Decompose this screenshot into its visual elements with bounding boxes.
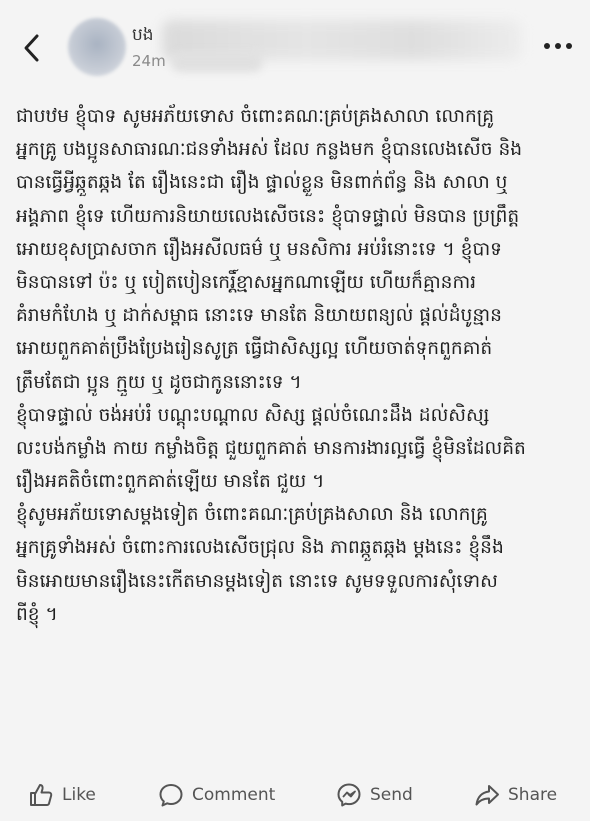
post-text-line: ពីខ្ញុំ ។: [16, 603, 58, 625]
post-text-line: អោយខុសប្រាសចាក រឿងអសីលធម៌ ឬ មនសិការ អប់រំនោះទេ ។ ខ្ញុំបាទ: [16, 238, 502, 260]
post-text-line: អង្គភាព ខ្ញុំទេ ហើយការនិយាយលេងសើចនេះ ខ្ញុំបាទផ្ទាល់ មិនបាន ប្រព្រឹត្ត: [16, 205, 520, 227]
comment-label: Comment: [192, 785, 276, 805]
post-text-line: ខ្ញុំសូមអភ័យទោសម្តងទៀត ចំពោះគណៈគ្រប់គ្រងសាលា និង លោកគ្រូ: [16, 504, 488, 526]
author-name[interactable]: បង: [132, 25, 154, 45]
post-text-line: លះបង់កម្លាំង កាយ កម្លាំងចិត្ត ជួយពួកគាត់ មានការងារល្អធ្វើ ខ្ញុំមិនដែលគិត: [16, 437, 526, 459]
chevron-left-icon: [22, 33, 42, 63]
more-options-button[interactable]: [540, 34, 576, 58]
comment-bubble-icon: [158, 782, 184, 808]
post-text-line: អ្នកគ្រូ បងប្អូនសាធារណៈជនទាំងអស់ ដែល កន្លងមក ខ្ញុំបានលេងសើច និង: [16, 139, 523, 161]
post-text-line: ត្រឹមតែជា ប្អូន ក្មួយ ឬ ដូចជាកូននោះទេ ។: [16, 371, 302, 393]
redacted-audience: [172, 52, 262, 72]
like-label: Like: [62, 785, 96, 805]
action-bar: [0, 770, 590, 820]
avatar[interactable]: [68, 18, 126, 76]
post-text-line: ជាបឋម ខ្ញុំបាទ សូមអភ័យទោស ចំពោះគណៈគ្រប់គ្រងសាលា លោកគ្រូ: [16, 106, 495, 127]
post-text-line: អោយពួកគាត់ប្រឹងប្រែងរៀនសូត្រ ធ្វើជាសិស្សល្អ ហើយចាត់ទុកពួកគាត់: [16, 338, 493, 360]
post-text-line: រឿងអគតិចំពោះពួកគាត់ឡើយ មានតែ ជួយ ។: [16, 471, 325, 493]
back-button[interactable]: [14, 28, 50, 68]
share-button[interactable]: [474, 770, 557, 820]
post-text-line: គំរាមកំហែង ឬ ដាក់សម្ពាធ នោះទេ មានតែ និយាយពន្យល់ ផ្តល់ដំបូន្មាន: [16, 305, 502, 327]
post-text: [16, 100, 582, 631]
post-timestamp: 24m: [132, 52, 166, 70]
post-header: [0, 0, 590, 96]
post-text-line: មិនអោយមានរឿងនេះកើតមានម្តងទៀត នោះទេ សូមទទួលការសុំទោស: [16, 570, 498, 592]
post-text-line: មិនបានទៅ ប៉ះ ឬ បៀតបៀនកេរ្តិ៍ខ្មាសអ្នកណាឡើយ ហើយក៏គ្មានការ: [16, 271, 477, 293]
thumbs-up-icon: [28, 782, 54, 808]
post-text-line: បានធ្វើអ្វីឆ្កួតឆ្កង តែ រឿងនេះជា រឿង ផ្ទាល់ខ្លួន មិនពាក់ព័ន្ធ និង សាលា ឬ: [16, 172, 508, 194]
post-text-line: ខ្ញុំបាទផ្ទាល់ ចង់អប់រំ បណ្តុះបណ្តាល សិស្ស ផ្តល់ចំណេះដឹង ដល់សិស្ស: [16, 404, 490, 426]
send-label: Send: [370, 785, 413, 805]
messenger-icon: [336, 782, 362, 808]
share-label: Share: [508, 785, 558, 805]
share-arrow-icon: [474, 782, 500, 808]
like-button[interactable]: [28, 770, 96, 820]
more-dots-icon: [543, 42, 573, 50]
post-text-line: អ្នកគ្រូទាំងអស់ ចំពោះការលេងសើចជ្រុល និង ភាពឆ្កួតឆ្កង ម្តងនេះ ខ្ញុំនឹង: [16, 537, 504, 559]
send-button[interactable]: [336, 770, 413, 820]
comment-button[interactable]: [158, 770, 275, 820]
